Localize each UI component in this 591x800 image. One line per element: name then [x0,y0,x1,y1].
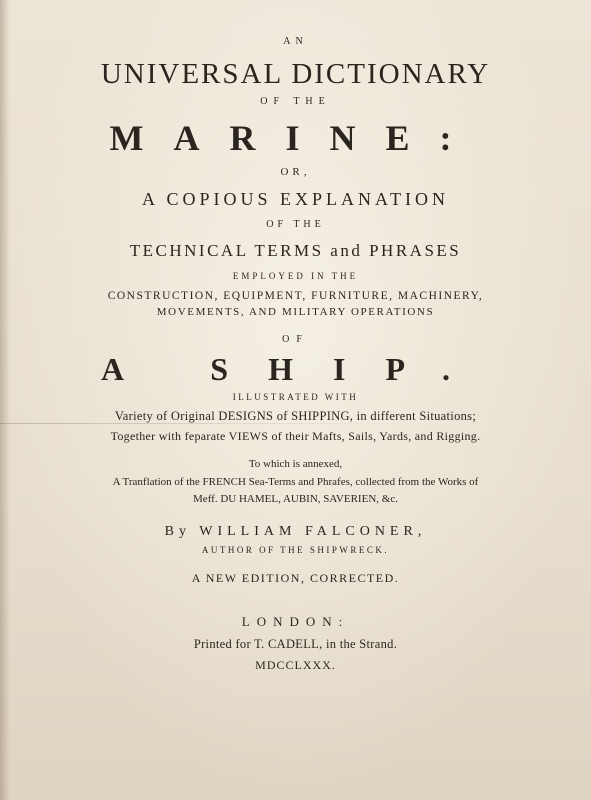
author-note: AUTHOR OF THE SHIPWRECK. [201,545,390,555]
construction-line-1: CONSTRUCTION, EQUIPMENT, FURNITURE, MACHINERY, [107,290,484,302]
of-the-line: OF THE [260,96,331,107]
year-line: MDCCLXXX. [255,658,336,672]
translation-line-1: A Tranflation of the FRENCH Sea-Terms and Phrafes, collected from the Works of [112,476,479,488]
illustrated-line: ILLUSTRATED WITH [232,392,359,402]
together-line: Together with feparate VIEWS of their Mafts, Sails, Yards, and Rigging. [110,429,481,443]
terms-line: TECHNICAL TERMS and PHRASES [129,241,462,260]
subject-title: MARINE: [109,118,482,158]
explanation-line: A COPIOUS EXPLANATION [141,189,449,209]
or-line: OR, [280,166,311,178]
translation-line-2: Meff. DU HAMEL, AUBIN, SAVERIEN, &c. [193,493,398,505]
of-line: OF [282,334,309,345]
city-line: LONDON: [241,614,350,629]
ship-title: A SHIP. [100,351,491,387]
printer-line: Printed for T. CADELL, in the Strand. [193,637,398,651]
variety-line: Variety of Original DESIGNS of SHIPPING, in different Situations; [114,409,477,423]
page-fold-line [0,423,591,424]
employed-line: EMPLOYED IN THE [232,271,359,281]
annexed-line: To which is annexed, [248,458,343,470]
edition-line: A NEW EDITION, CORRECTED. [191,571,400,585]
main-title: UNIVERSAL DICTIONARY [100,58,491,90]
construction-line-2: MOVEMENTS, AND MILITARY OPERATIONS [156,306,435,318]
article-line: AN [283,36,308,47]
author-line: By WILLIAM FALCONER, [164,524,427,539]
of-the-line-2: OF THE [266,219,325,230]
